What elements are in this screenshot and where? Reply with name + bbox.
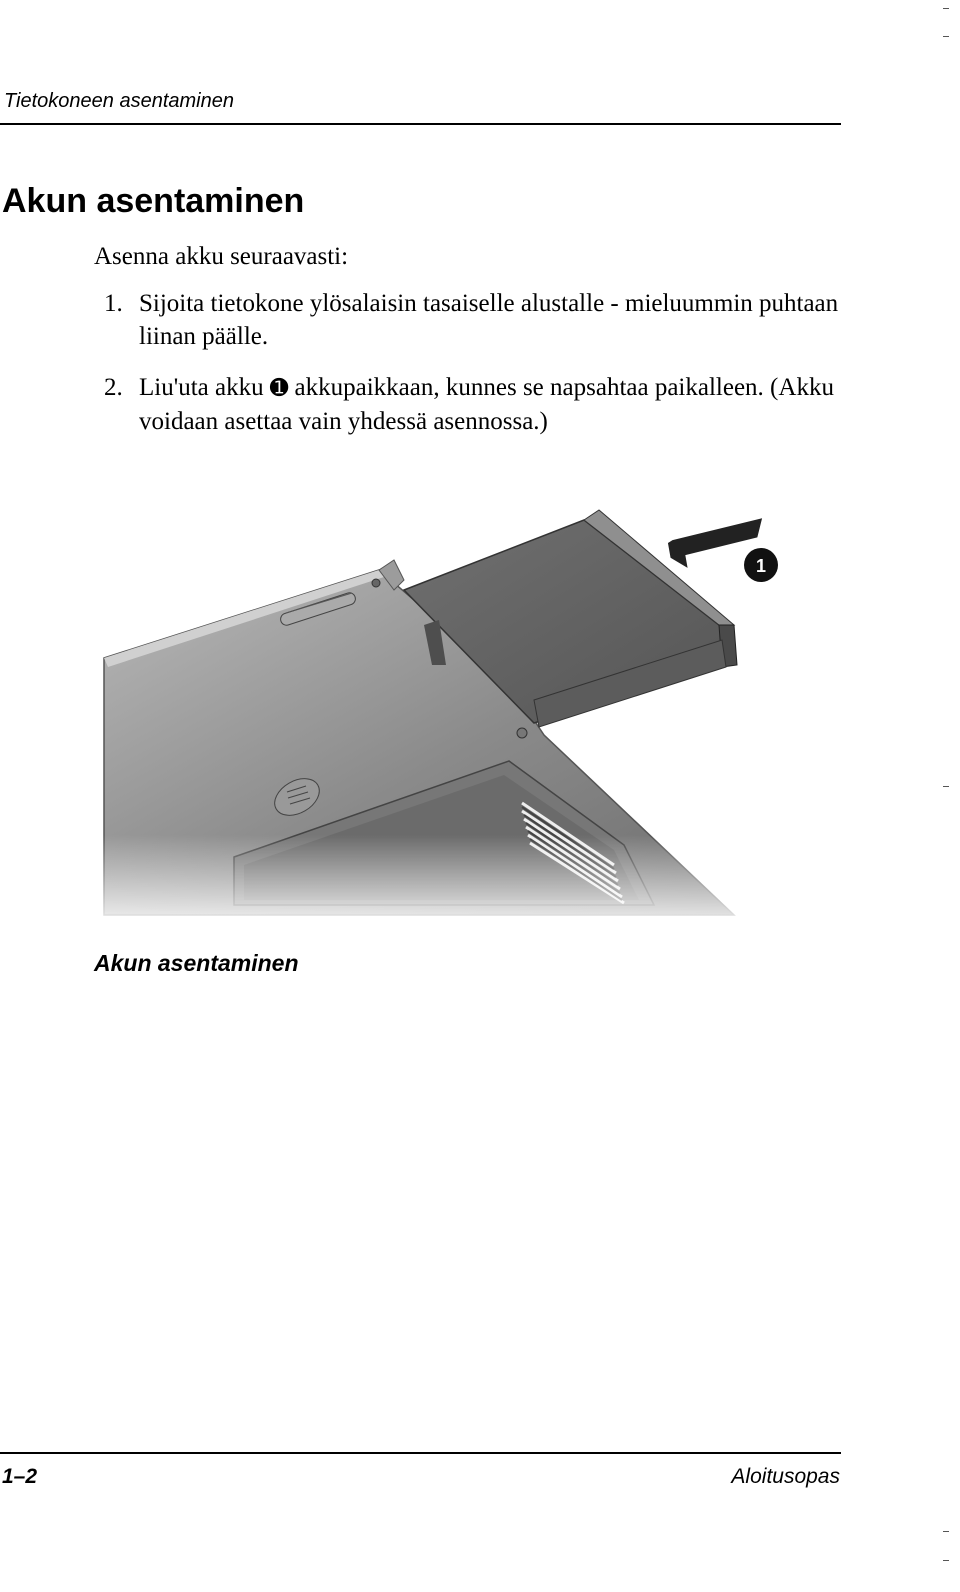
section-title: Akun asentaminen: [2, 182, 305, 220]
figure-caption: Akun asentaminen: [94, 950, 299, 976]
step-text: Sijoita tietokone ylösalaisin tasaiselle alustalle - mieluummin puhtaan liinan päälle.: [139, 290, 839, 350]
steps-list: [104, 287, 864, 456]
step-text-before: Liu'uta akku: [139, 374, 264, 401]
step-number: 1.: [104, 290, 123, 317]
callout-badge: [744, 548, 778, 582]
crop-mark: [943, 36, 949, 37]
step-1: [104, 287, 864, 353]
step-number: 2.: [104, 374, 123, 401]
callout-1-icon: ➊: [269, 376, 289, 401]
callout-number: 1: [755, 556, 767, 576]
step-2: [104, 371, 864, 438]
header-rule: [0, 123, 841, 125]
page-number: 1–2: [2, 1465, 38, 1488]
footer-rule: [0, 1452, 841, 1454]
crop-mark: [943, 1560, 949, 1561]
crop-mark: [943, 1531, 949, 1532]
crop-mark: [943, 8, 949, 9]
intro-text: Asenna akku seuraavasti:: [94, 243, 349, 270]
book-title: Aloitusopas: [731, 1465, 840, 1488]
running-header: Tietokoneen asentaminen: [4, 90, 234, 112]
crop-mark: [943, 786, 949, 787]
step-text-after: akkupaikkaan, kunnes se napsahtaa paikalleen. (Akku voidaan asettaa vain yhdessä asennossa.): [139, 374, 834, 435]
battery-installation-illustration: [94, 505, 794, 935]
